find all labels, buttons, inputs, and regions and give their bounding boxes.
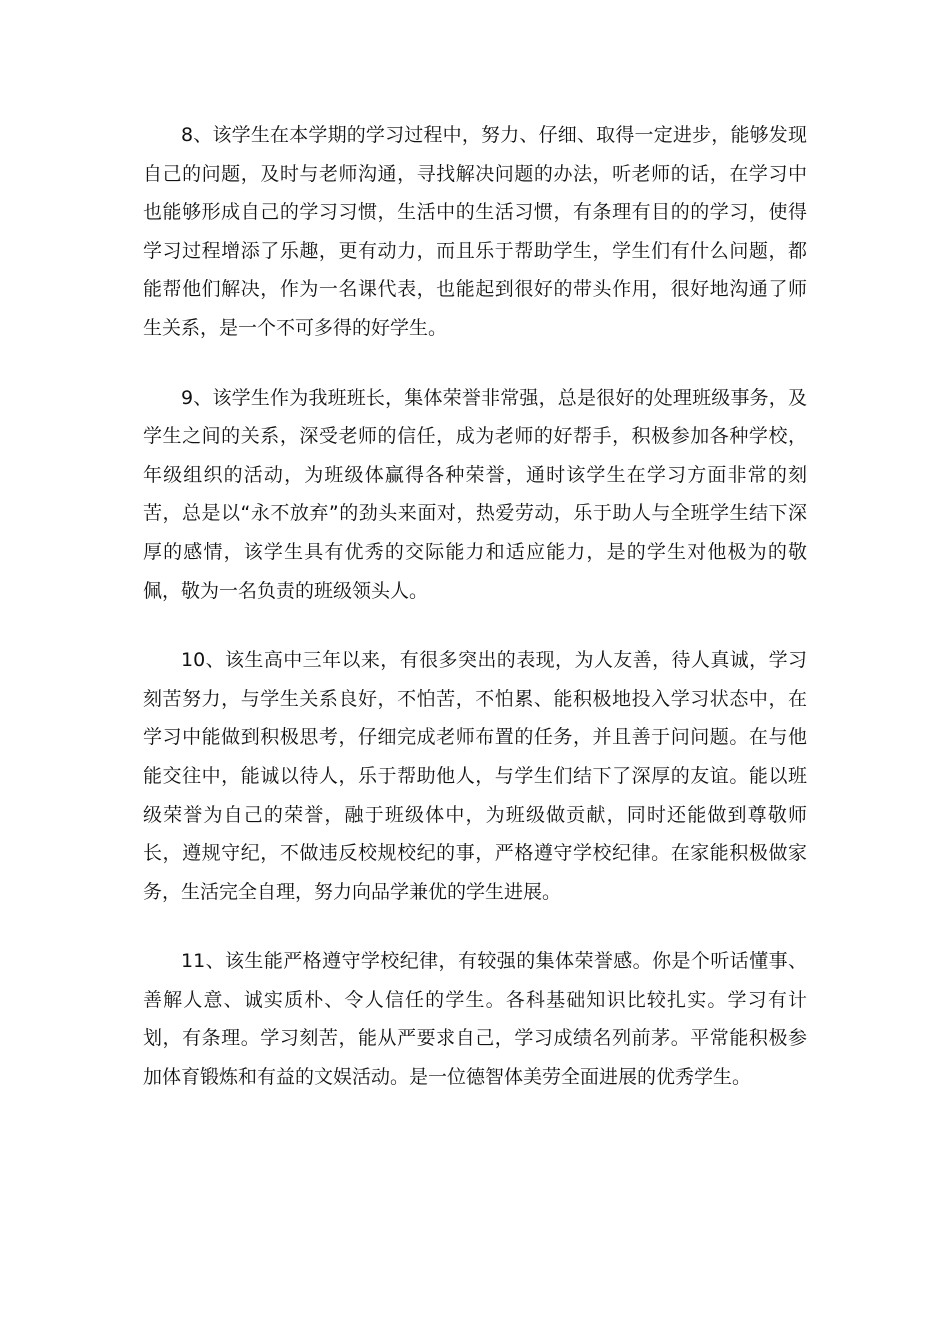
paragraph-8: 8、该学生在本学期的学习过程中，努力、仔细、取得一定进步，能够发现自己的问题，及时与老师沟通，寻找解决问题的办法，听老师的话，在学习中也能够形成自己的学习习惯，生活中的生活习惯，有条理有目的的学习，使得学习过程增添了乐趣，更有动力，而且乐于帮助学生，学生们有什么问题，都能帮他们解决，作为一名课代表，也能起到很好的带头作用，很好地沟通了师生关系，是一个不可多得的好学生。 xyxy=(143,124,807,339)
document-body xyxy=(143,116,807,1128)
paragraph-11: 11、该生能严格遵守学校纪律，有较强的集体荣誉感。你是个听话懂事、善解人意、诚实质朴、令人信任的学生。各科基础知识比较扎实。学习有计划，有条理。学习刻苦，能从严要求自己，学习成绩名列前茅。平常能积极参加体育锻炼和有益的文娱活动。是一位德智体美劳全面进展的优秀学生。 xyxy=(143,950,807,1089)
paragraph-9: 9、该学生作为我班班长，集体荣誉非常强，总是很好的处理班级事务，及学生之间的关系，深受老师的信任，成为老师的好帮手，积极参加各种学校，年级组织的活动，为班级体赢得各种荣誉，通时该学生在学习方面非常的刻苦，总是以“永不放弃”的劲头来面对，热爱劳动，乐于助人与全班学生结下深厚的感情，该学生具有优秀的交际能力和适应能力，是的学生对他极为的敬佩，敬为一名负责的班级领头人。 xyxy=(143,386,807,602)
paragraph-10: 10、该生高中三年以来，有很多突出的表现，为人友善，待人真诚，学习刻苦努力，与学生关系良好，不怕苦，不怕累、能积极地投入学习状态中，在学习中能做到积极思考，仔细完成老师布置的任务，并且善于问问题。在与他能交往中，能诚以待人，乐于帮助他人，与学生们结下了深厚的友谊。能以班级荣誉为自己的荣誉，融于班级体中，为班级做贡献，同时还能做到尊敬师长，遵规守纪，不做违反校规校纪的事，严格遵守学校纪律。在家能积极做家务，生活完全自理，努力向品学兼优的学生进展。 xyxy=(143,649,807,903)
